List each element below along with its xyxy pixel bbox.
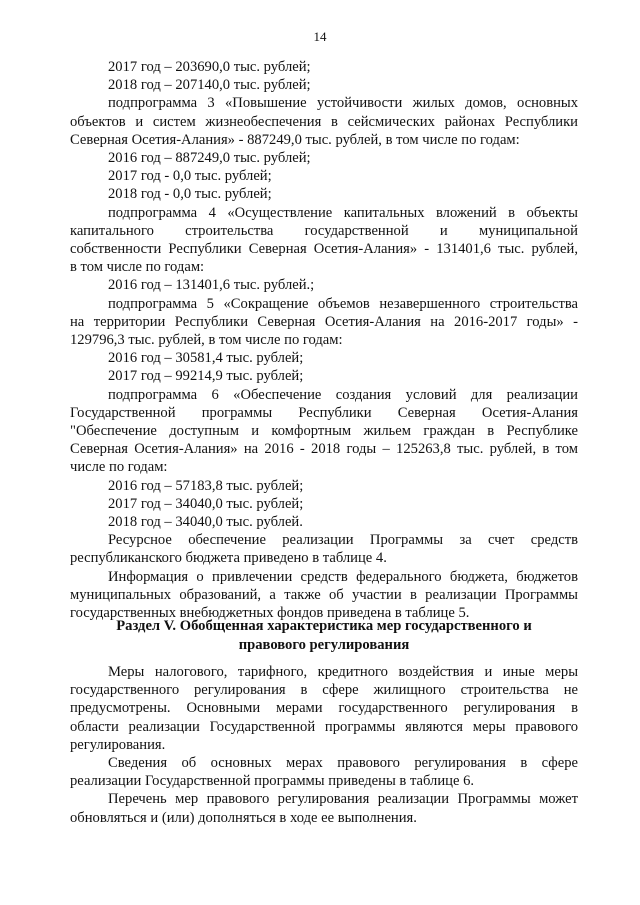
text-line: подпрограмма 4 «Осуществление капитальных вложений в объекты (108, 204, 578, 221)
section-heading-line-1: Раздел V. Обобщенная характеристика мер государственного и (116, 618, 532, 634)
text-line: подпрограмма 6 «Обеспечение создания условий для реализации (108, 386, 578, 403)
text-line: республиканского бюджета приведено в таблице 4. (70, 550, 387, 567)
text-line: "Обеспечение доступным и комфортным жильем граждан в Республике (70, 423, 578, 440)
text-line: 129796,3 тыс. рублей, в том числе по годам: (70, 332, 343, 349)
text-line: 2018 год - 0,0 тыс. рублей; (108, 186, 272, 203)
text-line: 2017 год – 99214,9 тыс. рублей; (108, 368, 304, 385)
text-line: государственного регулирования в сфере жилищного строительства не (70, 682, 578, 699)
section-heading-line-2: правового регулирования (238, 637, 410, 653)
text-line: 2016 год – 887249,0 тыс. рублей; (108, 150, 311, 167)
body-text-regulation (70, 663, 578, 827)
text-line: числе по годам: (70, 459, 168, 476)
text-line: регулирования. (70, 736, 166, 753)
text-line: обновляться и (или) дополняться в ходе ее выполнения. (70, 809, 417, 826)
text-line: Северная Осетия-Алания» на 2016 - 2018 годы – 125263,8 тыс. рублей, в том (70, 441, 578, 458)
text-line: 2017 год – 34040,0 тыс. рублей; (108, 495, 304, 512)
text-line: предусмотрены. Основными мерами государственного регулирования в (70, 700, 578, 717)
text-line: Перечень мер правового регулирования реализации Программы может (108, 791, 578, 808)
text-line: Ресурсное обеспечение реализации Программы за счет средств (108, 532, 578, 549)
body-text-funding (70, 58, 578, 622)
text-line: 2016 год – 57183,8 тыс. рублей; (108, 477, 304, 494)
text-line: в том числе по годам: (70, 259, 205, 276)
text-line: капитального строительства государственной и муниципальной (70, 222, 578, 239)
text-line: 2016 год – 131401,6 тыс. рублей.; (108, 277, 315, 294)
text-line: Сведения об основных мерах правового регулирования в сфере (108, 755, 578, 772)
page-number: 14 (313, 29, 327, 44)
text-line: подпрограмма 5 «Сокращение объемов незавершенного строительства (108, 295, 578, 312)
text-line: Государственной программы Республики Северная Осетия-Алания (70, 404, 578, 421)
text-line: муниципальных образований, а также об участии в реализации Программы (70, 586, 578, 603)
text-line: подпрограмма 3 «Повышение устойчивости жилых домов, основных (108, 95, 578, 112)
text-line: собственности Республики Северная Осетия-Алания» - 131401,6 тыс. рублей, (70, 241, 578, 258)
text-line: реализации Государственной программы приведены в таблице 6. (70, 773, 475, 790)
text-line: 2017 год – 203690,0 тыс. рублей; (108, 59, 311, 75)
text-line: 2018 год – 207140,0 тыс. рублей; (108, 77, 311, 94)
section-heading (70, 617, 578, 655)
text-line: Северная Осетия-Алания» - 887249,0 тыс. рублей, в том числе по годам: (70, 131, 520, 148)
text-line: на территории Республики Северная Осетия-Алания на 2016-2017 годы» - (70, 313, 578, 330)
text-line: государственных внебюджетных фондов приведена в таблице 5. (70, 605, 470, 622)
text-line: области реализации Государственной программы являются меры правового (70, 718, 578, 735)
text-line: Меры налогового, тарифного, кредитного воздействия и иные меры (108, 664, 578, 680)
text-line: 2018 год – 34040,0 тыс. рублей. (108, 514, 303, 531)
text-line: Информация о привлечении средств федерального бюджета, бюджетов (108, 568, 578, 585)
text-line: 2017 год - 0,0 тыс. рублей; (108, 168, 272, 185)
text-line: 2016 год – 30581,4 тыс. рублей; (108, 350, 304, 367)
text-line: объектов и систем жизнеобеспечения в сейсмических районах Республики (70, 113, 578, 130)
